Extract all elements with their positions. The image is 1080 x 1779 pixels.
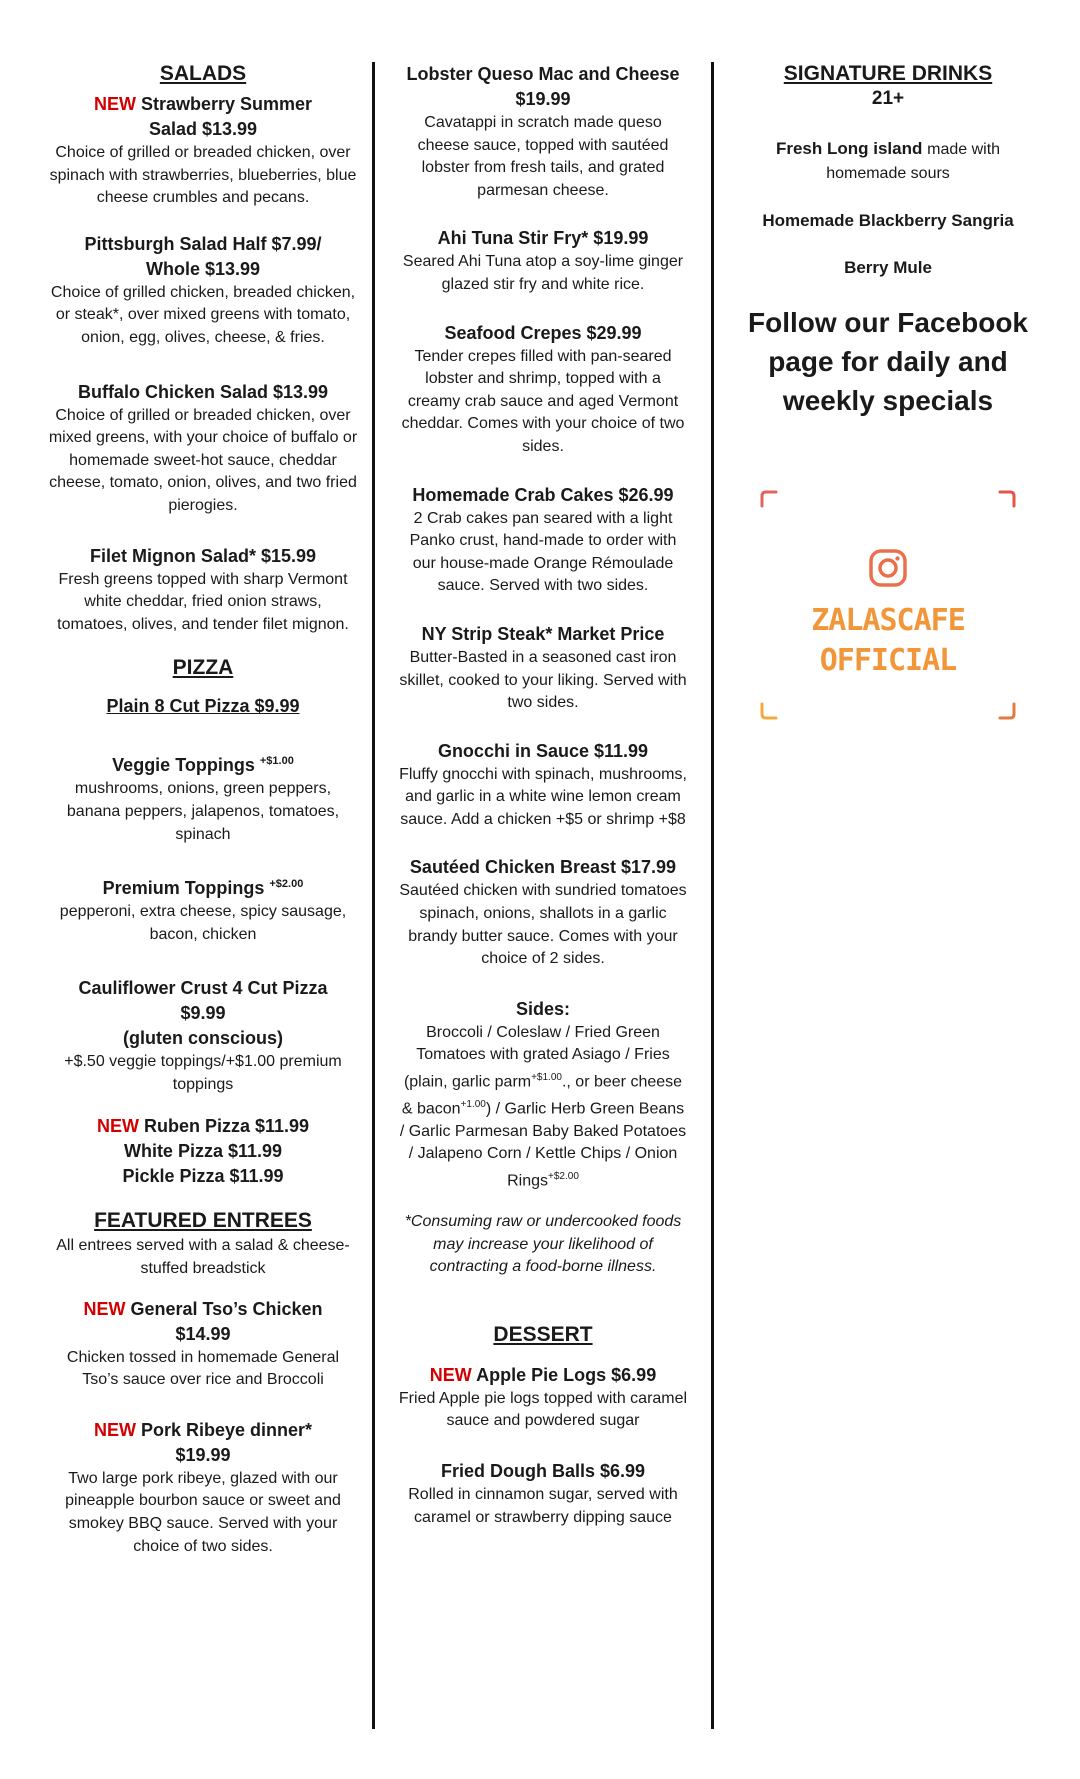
menu-item xyxy=(398,226,688,296)
menu-column-left xyxy=(48,62,358,1580)
item-name: Fried Dough Balls $6.99 xyxy=(440,1460,646,1481)
sides-title: Sides: xyxy=(515,998,571,1019)
menu-column-right xyxy=(742,62,1034,740)
menu-item xyxy=(48,749,358,846)
menu-item xyxy=(48,872,358,946)
item-description: +$.50 veggie toppings/+$1.00 premium toppings xyxy=(64,1053,342,1093)
item-name: Filet Mignon Salad* $15.99 xyxy=(89,545,317,566)
corner-mark xyxy=(760,702,778,720)
item-name: NY Strip Steak* Market Price xyxy=(421,623,665,644)
specialty-pizzas xyxy=(48,1114,358,1189)
sides-text: ., or beer cheese & bacon xyxy=(401,1073,683,1118)
item-price: $19.99 xyxy=(515,89,571,109)
plain-pizza: Plain 8 Cut Pizza $9.99 xyxy=(106,696,300,717)
drink-note: made with homemade sours xyxy=(826,141,1001,182)
side-upcharge: +1.00 xyxy=(460,1098,486,1110)
menu-column-middle xyxy=(398,62,688,1551)
item-description: Two large pork ribeye, glazed with our pineapple bourbon sauce or sweet and smokey BBQ sauce. Served with your choice of two sides. xyxy=(65,1469,341,1555)
item-description: pepperoni, extra cheese, spicy sausage, bacon, chicken xyxy=(59,903,347,943)
item-description: Butter-Basted in a seasoned cast iron skillet, cooked to your liking. Served with two sides. xyxy=(399,648,687,712)
menu-item xyxy=(398,1459,688,1529)
sides-text: Broccoli / Coleslaw / Fried Green Tomatoes with grated Asiago / Fries (plain, garlic parm xyxy=(403,1023,670,1091)
item-price: $9.99 xyxy=(180,1003,226,1024)
drink-name: Fresh Long island xyxy=(775,139,923,158)
new-badge: NEW xyxy=(93,1419,136,1440)
new-badge: NEW xyxy=(83,1298,126,1319)
item-price: $14.99 xyxy=(175,1323,231,1344)
corner-mark xyxy=(760,490,778,508)
menu-item xyxy=(398,62,688,202)
item-description: Choice of grilled or breaded chicken, over mixed greens, with your choice of buffalo or homemade sweet-hot sauce, cheddar cheese, tomato, onion, olives, and two fried pierogies. xyxy=(48,406,358,514)
menu-item xyxy=(48,1297,358,1392)
item-name: Ahi Tuna Stir Fry* $19.99 xyxy=(437,228,649,249)
instagram-nametag xyxy=(758,470,1018,740)
menu-item xyxy=(398,1363,688,1433)
handle-line-2: OFFICIAL xyxy=(819,643,957,678)
item-name: Pork Ribeye dinner* xyxy=(140,1419,313,1440)
column-divider-left xyxy=(372,62,375,1729)
food-safety-warning: *Consuming raw or undercooked foods may increase your likelihood of contracting a food-borne illness. xyxy=(404,1212,682,1276)
item-name: Lobster Queso Mac and Cheese xyxy=(406,64,680,84)
new-badge: NEW xyxy=(93,94,136,114)
item-name: Homemade Crab Cakes $26.99 xyxy=(412,484,674,505)
drink-item: Berry Mule xyxy=(844,258,932,277)
item-name: Pickle Pizza $11.99 xyxy=(122,1166,284,1187)
section-title-pizza: PIZZA xyxy=(172,656,234,680)
corner-mark xyxy=(998,702,1016,720)
section-title-dessert: DESSERT xyxy=(493,1322,593,1346)
item-price: $19.99 xyxy=(175,1444,231,1465)
sides-list xyxy=(398,997,688,1193)
item-description: Chicken tossed in homemade General Tso’s sauce over rice and Broccoli xyxy=(66,1348,340,1389)
item-name: Cauliflower Crust 4 Cut Pizza xyxy=(78,978,328,999)
item-description: Choice of grilled or breaded chicken, over spinach with strawberries, blueberries, blue cheese crumbles and pecans. xyxy=(49,144,357,207)
item-name: Gnocchi in Sauce $11.99 xyxy=(437,740,649,761)
item-name: Strawberry Summer xyxy=(140,94,313,114)
item-name: Ruben Pizza $11.99 xyxy=(143,1116,310,1137)
age-requirement: 21+ xyxy=(871,88,905,109)
item-description: Fried Apple pie logs topped with caramel sauce and powdered sugar xyxy=(398,1389,688,1430)
item-description: Choice of grilled chicken, breaded chicken, or steak*, over mixed greens with tomato, onion, egg, olives, cheese, & fries. xyxy=(50,283,356,346)
section-subtitle: All entrees served with a salad & cheese-stuffed breadstick xyxy=(56,1237,350,1278)
new-badge: NEW xyxy=(96,1116,139,1137)
sides-text: ) / Garlic Herb Green Beans / Garlic Parmesan Baby Baked Potatoes / Jalapeno Corn / Kettle Chips / Onion Rings xyxy=(399,1100,687,1190)
item-name: General Tso’s Chicken xyxy=(130,1298,323,1319)
menu-item xyxy=(48,1418,358,1558)
menu-item xyxy=(398,739,688,832)
item-name: Apple Pie Logs $6.99 xyxy=(476,1364,657,1385)
column-divider-right xyxy=(711,62,714,1729)
side-upcharge: +$1.00 xyxy=(531,1072,562,1084)
topping-price: +$2.00 xyxy=(269,878,304,891)
menu-item xyxy=(48,92,358,210)
item-description: Sautéed chicken with sundried tomatoes spinach, onions, shallots in a garlic brandy butter sauce. Comes with your choice of 2 sides. xyxy=(399,882,687,968)
item-note: (gluten conscious) xyxy=(122,1028,283,1049)
item-description: Rolled in cinnamon sugar, served with caramel or strawberry dipping sauce xyxy=(408,1485,678,1526)
facebook-promo: Follow our Facebook page for daily and weekly specials xyxy=(747,307,1028,416)
menu-item xyxy=(48,380,358,518)
corner-mark xyxy=(998,490,1016,508)
item-description: Cavatappi in scratch made queso cheese sauce, topped with sautéed lobster from fresh tails, and grated parmesan cheese. xyxy=(417,114,669,199)
menu-item xyxy=(48,976,358,1096)
menu-item xyxy=(398,855,688,970)
handle-line-1: ZALASCAFE xyxy=(811,603,965,638)
menu-item xyxy=(398,483,688,598)
section-title-drinks: SIGNATURE DRINKS xyxy=(783,62,993,85)
item-name: Premium Toppings xyxy=(102,878,265,899)
drink-item xyxy=(742,137,1034,185)
menu-item xyxy=(48,544,358,637)
item-description: mushrooms, onions, green peppers, banana peppers, jalapenos, tomatoes, spinach xyxy=(66,780,340,843)
menu-item xyxy=(398,622,688,715)
section-title-featured: FEATURED ENTREES xyxy=(94,1209,312,1233)
instagram-icon xyxy=(868,548,908,588)
item-name: White Pizza $11.99 xyxy=(123,1141,283,1162)
item-name: Sautéed Chicken Breast $17.99 xyxy=(409,857,677,878)
item-description: Fresh greens topped with sharp Vermont white cheddar, fried onion straws, tomatoes, olives, and tender filet mignon. xyxy=(57,570,349,633)
item-description: 2 Crab cakes pan seared with a light Panko crust, hand-made to order with our house-made Orange Rémoulade sauce. Served with two sides. xyxy=(409,509,677,595)
side-upcharge: +$2.00 xyxy=(548,1171,579,1183)
item-name: Pittsburgh Salad Half $7.99/ xyxy=(84,233,322,254)
item-price: Whole $13.99 xyxy=(145,258,261,279)
drink-item: Homemade Blackberry Sangria xyxy=(762,211,1014,230)
menu-item xyxy=(48,232,358,350)
item-name: Buffalo Chicken Salad $13.99 xyxy=(77,381,329,402)
instagram-handle xyxy=(758,601,1018,681)
item-name: Seafood Crepes $29.99 xyxy=(444,322,642,343)
item-name: Veggie Toppings xyxy=(112,755,255,776)
section-title-salads: SALADS xyxy=(159,62,247,85)
new-badge: NEW xyxy=(429,1364,472,1385)
item-description: Seared Ahi Tuna atop a soy-lime ginger glazed stir fry and white rice. xyxy=(402,253,684,293)
item-description: Tender crepes filled with pan-seared lobster and shrimp, topped with a creamy crab sauce and aged Vermont cheddar. Comes with your choice of two sides. xyxy=(401,347,685,455)
item-price: Salad $13.99 xyxy=(148,119,258,139)
menu-item xyxy=(398,321,688,459)
topping-price: +$1.00 xyxy=(259,755,294,768)
item-description: Fluffy gnocchi with spinach, mushrooms, and garlic in a white wine lemon cream sauce. Add a chicken +$5 or shrimp +$8 xyxy=(399,765,687,828)
